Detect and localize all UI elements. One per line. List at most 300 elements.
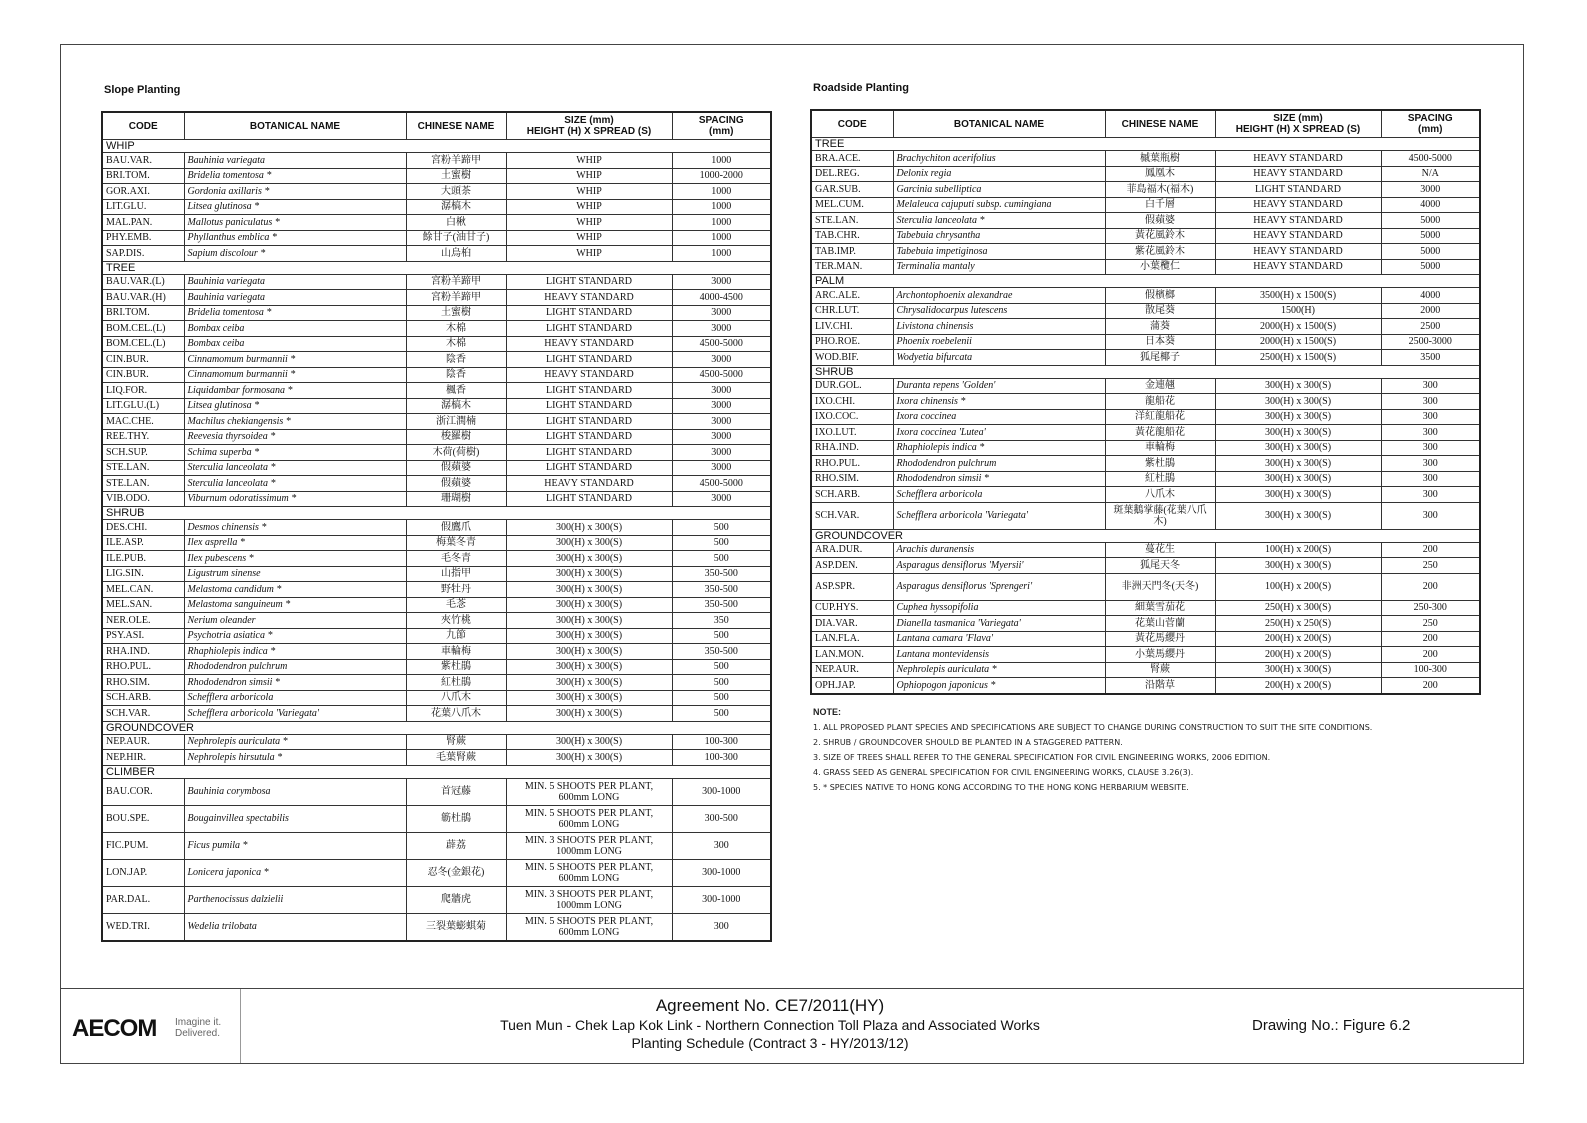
cell-spacing: 3000: [672, 305, 771, 321]
table-row: [811, 319, 1480, 335]
cell-chinese-name: 大頭茶: [406, 184, 506, 200]
cell-chinese-name: 假檳榔: [1105, 288, 1215, 304]
cell-size: 2000(H) x 1500(S): [1215, 319, 1381, 335]
table-row: [102, 230, 771, 246]
cell-code: CIN.BUR.: [102, 352, 184, 368]
slope-planting-table: [101, 111, 772, 942]
cell-chinese-name: 梅葉冬青: [406, 535, 506, 551]
cell-code: BOM.CEL.(L): [102, 336, 184, 352]
cell-spacing: 2500-3000: [1381, 334, 1480, 350]
cell-botanical-name: Asparagus densiflorus 'Myersii': [893, 558, 1105, 574]
table-row: [102, 168, 771, 184]
cell-code: LIV.CHI.: [811, 319, 893, 335]
cell-code: SCH.SUP.: [102, 445, 184, 461]
col-code: CODE: [811, 110, 893, 138]
table-row: [102, 582, 771, 598]
cell-chinese-name: 洋紅龍船花: [1105, 409, 1215, 425]
cell-botanical-name: Ilex pubescens *: [184, 551, 406, 567]
cell-spacing: 350: [672, 613, 771, 629]
cell-code: LON.JAP.: [102, 859, 184, 886]
category-label: TREE: [102, 261, 771, 274]
cell-size: LIGHT STANDARD: [506, 274, 672, 290]
cell-code: WED.TRI.: [102, 913, 184, 941]
drawing-subtitle: Planting Schedule (Contract 3 - HY/2013/12): [631, 1035, 909, 1051]
cell-botanical-name: Sterculia lanceolata *: [893, 213, 1105, 229]
cell-spacing: 1000-2000: [672, 168, 771, 184]
cell-spacing: 3000: [672, 445, 771, 461]
logo-area: [60, 989, 241, 1063]
table-row: [102, 246, 771, 262]
logo-tagline: Imagine it. Delivered.: [175, 1017, 222, 1039]
cell-size: 100(H) x 200(S): [1215, 542, 1381, 558]
table-row: [811, 631, 1480, 647]
cell-size: HEAVY STANDARD: [1215, 244, 1381, 260]
cell-spacing: 5000: [1381, 213, 1480, 229]
cell-chinese-name: 木荷(荷樹): [406, 445, 506, 461]
table-row: [811, 228, 1480, 244]
cell-size: 300(H) x 300(S): [506, 734, 672, 750]
cell-code: RHO.PUL.: [102, 659, 184, 675]
cell-spacing: 500: [672, 520, 771, 536]
cell-chinese-name: 槭葉瓶樹: [1105, 151, 1215, 167]
cell-spacing: 100-300: [672, 750, 771, 766]
cell-botanical-name: Sapium discolour *: [184, 246, 406, 262]
cell-size: MIN. 5 SHOOTS PER PLANT, 600mm LONG: [506, 805, 672, 832]
cell-spacing: 300-1000: [672, 886, 771, 913]
cell-botanical-name: Schefflera arboricola 'Variegata': [893, 502, 1105, 529]
cell-size: 250(H) x 250(S): [1215, 616, 1381, 632]
table-row: [102, 414, 771, 430]
cell-chinese-name: 非洲天門冬(天冬): [1105, 573, 1215, 600]
cell-size: LIGHT STANDARD: [506, 398, 672, 414]
cell-code: SCH.ARB.: [811, 487, 893, 503]
table-row: [102, 520, 771, 536]
cell-code: CIN.BUR.: [102, 367, 184, 383]
cell-size: LIGHT STANDARD: [506, 445, 672, 461]
cell-code: BRA.ACE.: [811, 151, 893, 167]
cell-size: LIGHT STANDARD: [506, 460, 672, 476]
cell-spacing: 500: [672, 690, 771, 706]
cell-spacing: 300: [672, 832, 771, 859]
cell-spacing: 500: [672, 675, 771, 691]
cell-chinese-name: 陰香: [406, 367, 506, 383]
cell-size: WHIP: [506, 230, 672, 246]
cell-chinese-name: 車輪梅: [1105, 440, 1215, 456]
cell-size: 300(H) x 300(S): [1215, 456, 1381, 472]
cell-botanical-name: Garcinia subelliptica: [893, 182, 1105, 198]
cell-code: NER.OLE.: [102, 613, 184, 629]
cell-spacing: 4500-5000: [672, 367, 771, 383]
table-row: [811, 573, 1480, 600]
cell-chinese-name: 金連翹: [1105, 378, 1215, 394]
table-row: [102, 706, 771, 722]
cell-chinese-name: 腎蕨: [406, 734, 506, 750]
table-row: [811, 334, 1480, 350]
cell-size: 300(H) x 300(S): [1215, 502, 1381, 529]
cell-botanical-name: Melastoma sanguineum *: [184, 597, 406, 613]
note-item: 4. GRASS SEED AS GENERAL SPECIFICATION FOR CIVIL ENGINEERING WORKS, CLAUSE 3.26(3).: [813, 768, 1194, 777]
cell-botanical-name: Tabebuia impetiginosa: [893, 244, 1105, 260]
table-row: [811, 440, 1480, 456]
cell-spacing: 200: [1381, 573, 1480, 600]
cell-size: 300(H) x 300(S): [506, 706, 672, 722]
table-row: [102, 460, 771, 476]
cell-size: HEAVY STANDARD: [506, 336, 672, 352]
cell-spacing: N/A: [1381, 166, 1480, 182]
cell-size: WHIP: [506, 199, 672, 215]
cell-code: ASP.SPR.: [811, 573, 893, 600]
cell-size: 300(H) x 300(S): [506, 659, 672, 675]
cell-spacing: 200: [1381, 647, 1480, 663]
cell-code: ASP.DEN.: [811, 558, 893, 574]
cell-botanical-name: Brachychiton acerifolius: [893, 151, 1105, 167]
cell-size: LIGHT STANDARD: [506, 321, 672, 337]
cell-size: 300(H) x 300(S): [506, 644, 672, 660]
cell-code: SCH.VAR.: [811, 502, 893, 529]
cell-spacing: 1000: [672, 230, 771, 246]
table-row: [811, 213, 1480, 229]
table-row: [811, 350, 1480, 366]
cell-chinese-name: 小葉馬纓丹: [1105, 647, 1215, 663]
category-label: TREE: [811, 138, 1480, 151]
cell-botanical-name: Melaleuca cajuputi subsp. cumingiana: [893, 197, 1105, 213]
cell-size: LIGHT STANDARD: [506, 429, 672, 445]
cell-size: 300(H) x 300(S): [1215, 425, 1381, 441]
cell-chinese-name: 日本葵: [1105, 334, 1215, 350]
cell-chinese-name: 龍船花: [1105, 394, 1215, 410]
cell-botanical-name: Nephrolepis hirsutula *: [184, 750, 406, 766]
cell-spacing: 5000: [1381, 244, 1480, 260]
cell-code: RHO.SIM.: [811, 471, 893, 487]
cell-spacing: 300-500: [672, 805, 771, 832]
cell-code: GOR.AXI.: [102, 184, 184, 200]
cell-chinese-name: 沿階草: [1105, 678, 1215, 694]
cell-chinese-name: 簕杜鵑: [406, 805, 506, 832]
cell-code: STE.LAN.: [102, 476, 184, 492]
slope-planting-heading: Slope Planting: [104, 84, 181, 96]
cell-chinese-name: 薜荔: [406, 832, 506, 859]
cell-chinese-name: 狐尾椰子: [1105, 350, 1215, 366]
cell-code: SCH.ARB.: [102, 690, 184, 706]
table-row: [811, 558, 1480, 574]
category-row: [102, 765, 771, 778]
cell-size: MIN. 5 SHOOTS PER PLANT, 600mm LONG: [506, 913, 672, 941]
cell-code: MEL.SAN.: [102, 597, 184, 613]
cell-chinese-name: 山烏桕: [406, 246, 506, 262]
cell-size: LIGHT STANDARD: [1215, 182, 1381, 198]
table-row: [811, 487, 1480, 503]
agreement-number: Agreement No. CE7/2011(HY): [655, 996, 885, 1015]
cell-botanical-name: Litsea glutinosa *: [184, 199, 406, 215]
cell-spacing: 3000: [672, 460, 771, 476]
col-botanical: BOTANICAL NAME: [184, 112, 406, 140]
cell-chinese-name: 楓香: [406, 383, 506, 399]
cell-code: TER.MAN.: [811, 259, 893, 275]
table-row: [102, 184, 771, 200]
cell-code: PHO.ROE.: [811, 334, 893, 350]
cell-botanical-name: Ophiopogon japonicus *: [893, 678, 1105, 694]
cell-code: BOM.CEL.(L): [102, 321, 184, 337]
table-row: [102, 290, 771, 306]
cell-code: ARC.ALE.: [811, 288, 893, 304]
cell-code: DIA.VAR.: [811, 616, 893, 632]
cell-chinese-name: 木棉: [406, 321, 506, 337]
cell-botanical-name: Asparagus densiflorus 'Sprengeri': [893, 573, 1105, 600]
cell-size: 1500(H): [1215, 303, 1381, 319]
cell-chinese-name: 梭羅樹: [406, 429, 506, 445]
cell-chinese-name: 細葉雪茄花: [1105, 600, 1215, 616]
cell-botanical-name: Lonicera japonica *: [184, 859, 406, 886]
cell-code: DUR.GOL.: [811, 378, 893, 394]
cell-chinese-name: 小葉欖仁: [1105, 259, 1215, 275]
cell-botanical-name: Livistona chinensis: [893, 319, 1105, 335]
cell-spacing: 4500-5000: [672, 336, 771, 352]
cell-code: FIC.PUM.: [102, 832, 184, 859]
cell-size: 300(H) x 300(S): [506, 535, 672, 551]
table-row: [102, 535, 771, 551]
category-row: [811, 365, 1480, 378]
cell-chinese-name: 假蘋婆: [406, 460, 506, 476]
cell-botanical-name: Rhododendron pulchrum: [893, 456, 1105, 472]
cell-chinese-name: 蔓花生: [1105, 542, 1215, 558]
cell-chinese-name: 黃花龍船花: [1105, 425, 1215, 441]
col-spacing: SPACING (mm): [672, 112, 771, 140]
cell-size: MIN. 5 SHOOTS PER PLANT, 600mm LONG: [506, 778, 672, 805]
cell-spacing: 3000: [672, 398, 771, 414]
cell-botanical-name: Ficus pumila *: [184, 832, 406, 859]
cell-spacing: 500: [672, 628, 771, 644]
cell-botanical-name: Bauhinia variegata: [184, 290, 406, 306]
cell-spacing: 1000: [672, 246, 771, 262]
cell-size: 200(H) x 200(S): [1215, 631, 1381, 647]
cell-spacing: 300: [1381, 409, 1480, 425]
table-row: [811, 288, 1480, 304]
cell-size: MIN. 3 SHOOTS PER PLANT, 1000mm LONG: [506, 832, 672, 859]
cell-botanical-name: Schima superba *: [184, 445, 406, 461]
cell-botanical-name: Terminalia mantaly: [893, 259, 1105, 275]
cell-chinese-name: 斑葉鵝掌藤(花葉八爪木): [1105, 502, 1215, 529]
table-row: [102, 491, 771, 507]
cell-botanical-name: Psychotria asiatica *: [184, 628, 406, 644]
col-chinese: CHINESE NAME: [1105, 110, 1215, 138]
cell-size: MIN. 5 SHOOTS PER PLANT, 600mm LONG: [506, 859, 672, 886]
drawing-number: Drawing No.: Figure 6.2: [1252, 1017, 1411, 1034]
cell-code: ILE.ASP.: [102, 535, 184, 551]
cell-spacing: 300: [1381, 440, 1480, 456]
cell-code: MEL.CAN.: [102, 582, 184, 598]
cell-botanical-name: Bauhinia variegata: [184, 153, 406, 169]
table-row: [102, 398, 771, 414]
cell-size: 300(H) x 300(S): [1215, 378, 1381, 394]
cell-size: LIGHT STANDARD: [506, 491, 672, 507]
cell-code: LIG.SIN.: [102, 566, 184, 582]
cell-chinese-name: 車輪梅: [406, 644, 506, 660]
cell-spacing: 3500: [1381, 350, 1480, 366]
cell-spacing: 1000: [672, 215, 771, 231]
cell-spacing: 250: [1381, 616, 1480, 632]
cell-code: PAR.DAL.: [102, 886, 184, 913]
col-spacing: SPACING (mm): [1381, 110, 1480, 138]
cell-code: MEL.CUM.: [811, 197, 893, 213]
table-row: [811, 471, 1480, 487]
title-block: [60, 988, 1524, 1064]
cell-size: HEAVY STANDARD: [1215, 259, 1381, 275]
table-row: [102, 644, 771, 660]
cell-size: 2500(H) x 1500(S): [1215, 350, 1381, 366]
cell-size: HEAVY STANDARD: [506, 476, 672, 492]
table-row: [811, 151, 1480, 167]
cell-spacing: 3000: [672, 491, 771, 507]
table-row: [811, 166, 1480, 182]
cell-size: LIGHT STANDARD: [506, 352, 672, 368]
cell-botanical-name: Rhododendron simsii *: [893, 471, 1105, 487]
cell-size: 2000(H) x 1500(S): [1215, 334, 1381, 350]
table-row: [811, 244, 1480, 260]
cell-botanical-name: Nephrolepis auriculata *: [184, 734, 406, 750]
table-row: [102, 659, 771, 675]
cell-spacing: 3000: [672, 383, 771, 399]
cell-spacing: 2500: [1381, 319, 1480, 335]
cell-spacing: 500: [672, 659, 771, 675]
cell-code: TAB.IMP.: [811, 244, 893, 260]
cell-size: 300(H) x 300(S): [506, 566, 672, 582]
cell-code: BAU.COR.: [102, 778, 184, 805]
cell-chinese-name: 宮粉羊蹄甲: [406, 274, 506, 290]
cell-botanical-name: Litsea glutinosa *: [184, 398, 406, 414]
cell-botanical-name: Rhaphiolepis indica *: [184, 644, 406, 660]
table-row: [102, 690, 771, 706]
cell-size: 300(H) x 300(S): [506, 551, 672, 567]
cell-spacing: 3000: [672, 274, 771, 290]
cell-spacing: 300: [1381, 456, 1480, 472]
cell-botanical-name: Rhododendron simsii *: [184, 675, 406, 691]
table-row: [102, 429, 771, 445]
cell-chinese-name: 野牡丹: [406, 582, 506, 598]
cell-botanical-name: Cinnamomum burmannii *: [184, 352, 406, 368]
cell-chinese-name: 首冠藤: [406, 778, 506, 805]
cell-code: IXO.CHI.: [811, 394, 893, 410]
cell-size: 300(H) x 300(S): [1215, 487, 1381, 503]
cell-chinese-name: 黃花風鈴木: [1105, 228, 1215, 244]
cell-code: VIB.ODO.: [102, 491, 184, 507]
roadside-planting-heading: Roadside Planting: [813, 82, 909, 94]
table-row: [811, 600, 1480, 616]
col-botanical: BOTANICAL NAME: [893, 110, 1105, 138]
cell-chinese-name: 忍冬(金銀花): [406, 859, 506, 886]
cell-code: RHO.PUL.: [811, 456, 893, 472]
cell-size: LIGHT STANDARD: [506, 383, 672, 399]
cell-chinese-name: 假鷹爪: [406, 520, 506, 536]
cell-size: WHIP: [506, 215, 672, 231]
roadside-planting-table: [810, 109, 1481, 695]
col-code: CODE: [102, 112, 184, 140]
cell-size: 100(H) x 200(S): [1215, 573, 1381, 600]
cell-botanical-name: Wedelia trilobata: [184, 913, 406, 941]
cell-spacing: 300-1000: [672, 859, 771, 886]
cell-size: HEAVY STANDARD: [1215, 213, 1381, 229]
cell-size: HEAVY STANDARD: [506, 367, 672, 383]
cell-spacing: 500: [672, 535, 771, 551]
category-row: [102, 261, 771, 274]
cell-chinese-name: 紫杜鵑: [406, 659, 506, 675]
table-row: [102, 628, 771, 644]
table-row: [102, 476, 771, 492]
cell-spacing: 4500-5000: [1381, 151, 1480, 167]
cell-code: BAU.VAR.: [102, 153, 184, 169]
cell-botanical-name: Ilex asprella *: [184, 535, 406, 551]
table-row: [811, 678, 1480, 694]
cell-code: CUP.HYS.: [811, 600, 893, 616]
cell-chinese-name: 木棉: [406, 336, 506, 352]
cell-botanical-name: Cuphea hyssopifolia: [893, 600, 1105, 616]
cell-chinese-name: 假蘋婆: [406, 476, 506, 492]
cell-code: MAL.PAN.: [102, 215, 184, 231]
cell-chinese-name: 夾竹桃: [406, 613, 506, 629]
cell-chinese-name: 八爪木: [406, 690, 506, 706]
cell-size: 300(H) x 300(S): [506, 597, 672, 613]
cell-spacing: 250-300: [1381, 600, 1480, 616]
aecom-logo: AECOM: [72, 1015, 157, 1042]
cell-chinese-name: 黃花馬纓丹: [1105, 631, 1215, 647]
cell-chinese-name: 九節: [406, 628, 506, 644]
cell-spacing: 3000: [672, 414, 771, 430]
cell-code: CHR.LUT.: [811, 303, 893, 319]
cell-size: LIGHT STANDARD: [506, 305, 672, 321]
category-row: [811, 529, 1480, 542]
cell-size: HEAVY STANDARD: [1215, 197, 1381, 213]
cell-botanical-name: Sterculia lanceolata *: [184, 460, 406, 476]
cell-code: LAN.FLA.: [811, 631, 893, 647]
category-row: [102, 140, 771, 153]
cell-size: WHIP: [506, 168, 672, 184]
cell-chinese-name: 紫花風鈴木: [1105, 244, 1215, 260]
cell-botanical-name: Ixora chinensis *: [893, 394, 1105, 410]
cell-code: PHY.EMB.: [102, 230, 184, 246]
category-label: GROUNDCOVER: [102, 721, 771, 734]
cell-code: GAR.SUB.: [811, 182, 893, 198]
cell-spacing: 2000: [1381, 303, 1480, 319]
cell-chinese-name: 毛葉腎蕨: [406, 750, 506, 766]
cell-spacing: 350-500: [672, 566, 771, 582]
table-row: [811, 303, 1480, 319]
table-row: [102, 597, 771, 613]
cell-chinese-name: 菲島福木(福木): [1105, 182, 1215, 198]
cell-size: 300(H) x 300(S): [506, 690, 672, 706]
cell-botanical-name: Lantana montevidensis: [893, 647, 1105, 663]
cell-botanical-name: Archontophoenix alexandrae: [893, 288, 1105, 304]
table-row: [102, 613, 771, 629]
cell-botanical-name: Parthenocissus dalzielii: [184, 886, 406, 913]
cell-botanical-name: Delonix regia: [893, 166, 1105, 182]
cell-chinese-name: 白楸: [406, 215, 506, 231]
cell-code: RHA.IND.: [811, 440, 893, 456]
cell-botanical-name: Ligustrum sinense: [184, 566, 406, 582]
cell-chinese-name: 白千層: [1105, 197, 1215, 213]
table-row: [102, 321, 771, 337]
table-header-row: [102, 112, 771, 140]
table-row: [102, 215, 771, 231]
note-item: 1. ALL PROPOSED PLANT SPECIES AND SPECIFICATIONS ARE SUBJECT TO CHANGE DURING CONSTRUCTION TO SUIT THE SITE CONDITIONS.: [813, 723, 1373, 732]
cell-chinese-name: 假蘋婆: [1105, 213, 1215, 229]
cell-chinese-name: 爬牆虎: [406, 886, 506, 913]
table-row: [102, 832, 771, 859]
cell-size: 200(H) x 200(S): [1215, 678, 1381, 694]
table-row: [102, 566, 771, 582]
notes-title: NOTE:: [813, 707, 841, 717]
category-label: SHRUB: [102, 507, 771, 520]
cell-size: 250(H) x 300(S): [1215, 600, 1381, 616]
cell-botanical-name: Rhododendron pulchrum: [184, 659, 406, 675]
